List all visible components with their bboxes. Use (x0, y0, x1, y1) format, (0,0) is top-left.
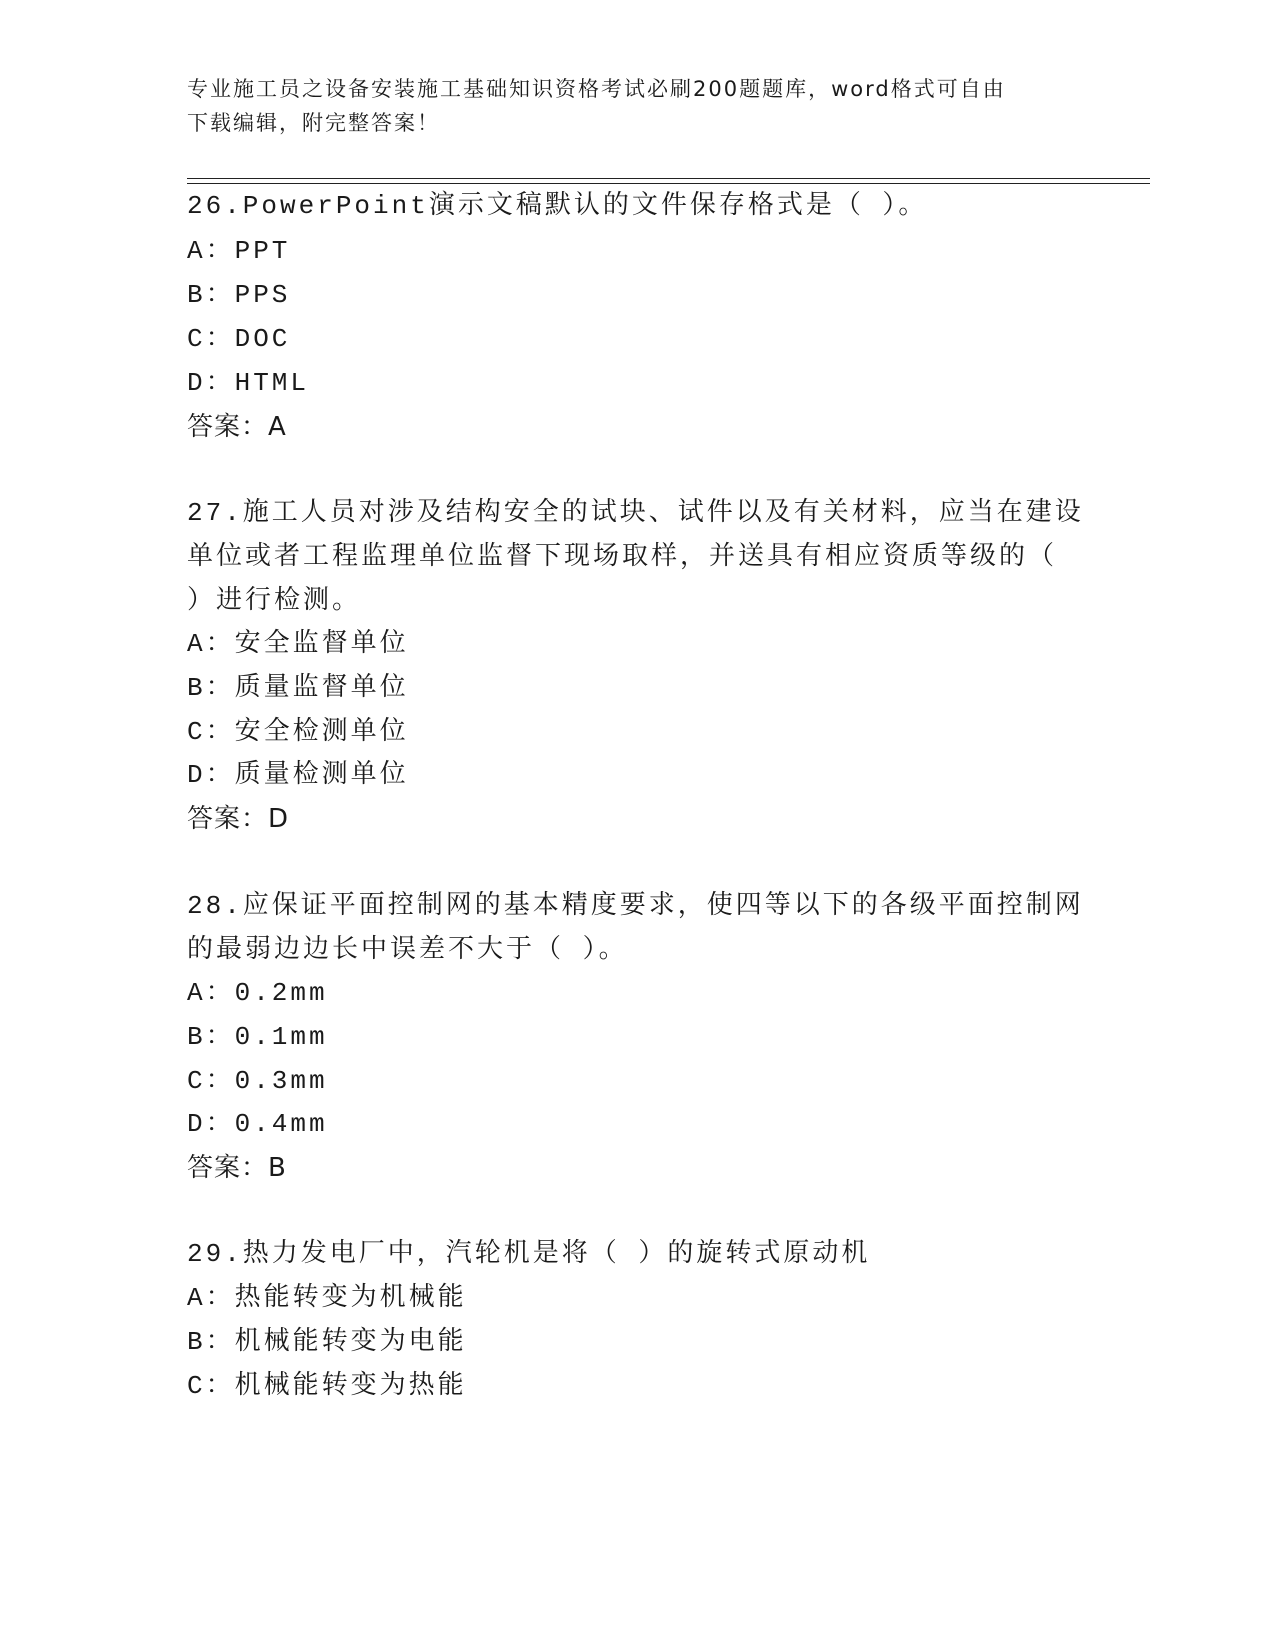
question-26-text: 26.PowerPoint演示文稿默认的文件保存格式是（ ）。 (187, 191, 928, 221)
question-29-option-b: B：机械能转变为电能 (187, 1327, 467, 1357)
question-26-option-c: C：DOC (187, 324, 291, 354)
question-28-option-b: B：0.1mm (187, 1022, 328, 1052)
question-29-text: 29.热力发电厂中，汽轮机是将（ ）的旋转式原动机 (187, 1239, 871, 1269)
question-27-option-a: A：安全监督单位 (187, 629, 409, 659)
header-line-2: 下载编辑，附完整答案！ (187, 111, 440, 135)
question-28-text-line-1: 28.应保证平面控制网的基本精度要求，使四等以下的各级平面控制网 (187, 891, 1084, 921)
question-26-option-a: A：PPT (187, 236, 291, 266)
question-28-text-line-2: 的最弱边边长中误差不大于（ ）。 (187, 935, 628, 965)
question-29-option-a: A：热能转变为机械能 (187, 1283, 467, 1313)
question-27-option-d: D：质量检测单位 (187, 760, 409, 790)
question-26-option-d: D：HTML (187, 368, 310, 398)
question-28-option-d: D：0.4mm (187, 1109, 328, 1139)
question-27-option-b: B：质量监督单位 (187, 673, 409, 703)
question-26-option-b: B：PPS (187, 280, 291, 310)
question-28-option-c: C：0.3mm (187, 1066, 328, 1096)
question-27-text-line-3: ）进行检测。 (187, 586, 362, 616)
question-27-text-line-1: 27.施工人员对涉及结构安全的试块、试件以及有关材料，应当在建设 (187, 498, 1084, 528)
header-divider-top (187, 178, 1150, 179)
question-27-option-c: C：安全检测单位 (187, 717, 409, 747)
question-27-text-line-2: 单位或者工程监理单位监督下现场取样，并送具有相应资质等级的（ (187, 542, 1058, 572)
question-27-answer: 答案：D (187, 804, 290, 834)
question-26-answer: 答案：A (187, 412, 287, 442)
question-28-answer: 答案：B (187, 1153, 287, 1183)
document-header (187, 72, 1067, 140)
header-line-1: 专业施工员之设备安装施工基础知识资格考试必刷200题题库，word格式可自由 (187, 77, 1006, 101)
question-29-option-c: C：机械能转变为热能 (187, 1371, 467, 1401)
question-28-option-a: A：0.2mm (187, 978, 328, 1008)
